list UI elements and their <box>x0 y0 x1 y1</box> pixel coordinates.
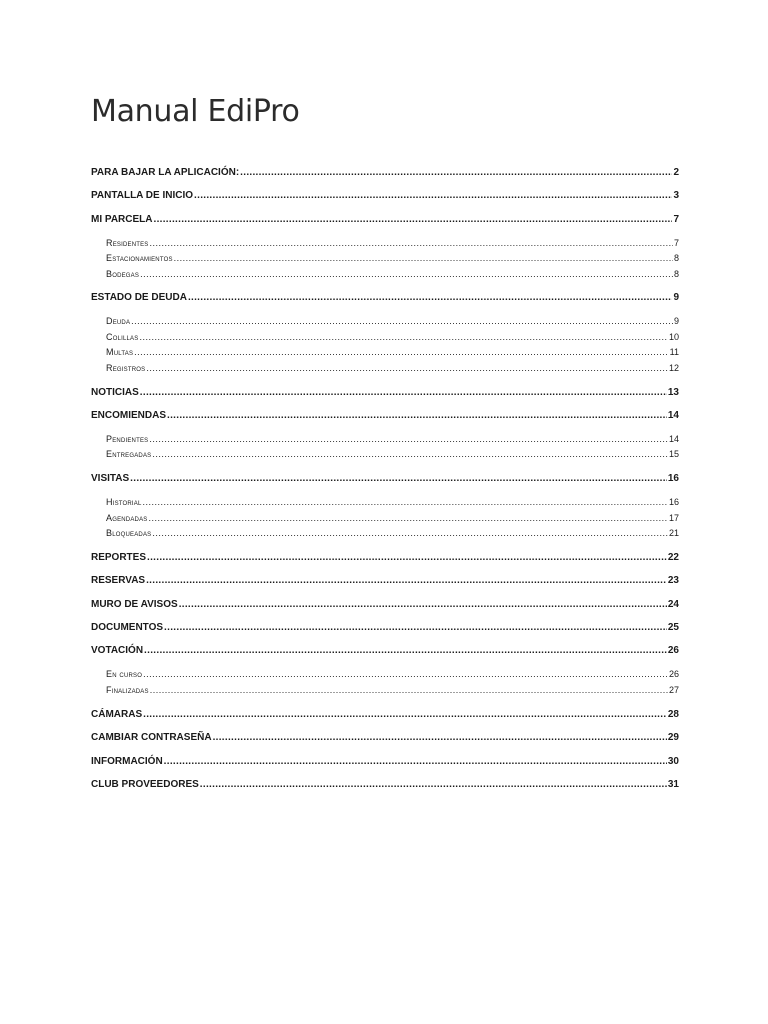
toc-page-number: 14 <box>667 410 679 421</box>
toc-leader-dots <box>200 778 667 792</box>
toc-entry[interactable] <box>91 574 679 588</box>
toc-leader-dots <box>146 574 667 588</box>
toc-page-number: 27 <box>668 685 679 695</box>
toc-entry[interactable] <box>91 386 679 400</box>
toc-entry[interactable] <box>91 291 679 305</box>
toc-subentry[interactable] <box>91 684 679 697</box>
toc-subentry-label: Entregadas <box>106 449 152 459</box>
toc-leader-dots <box>188 291 673 305</box>
toc-subentry-label: Agendadas <box>106 513 148 523</box>
toc-page-number: 7 <box>673 238 679 248</box>
toc-entry[interactable] <box>91 166 679 180</box>
toc-page-number: 21 <box>668 528 679 538</box>
toc-page-number: 8 <box>673 269 679 279</box>
toc-entry[interactable] <box>91 708 679 722</box>
toc-leader-dots <box>174 252 673 265</box>
toc-subentry[interactable] <box>91 315 679 328</box>
toc-subentry[interactable] <box>91 433 679 446</box>
toc-leader-dots <box>143 668 668 681</box>
toc-leader-dots <box>240 166 672 180</box>
toc-leader-dots <box>147 551 667 565</box>
toc-subentry-label: Pendientes <box>106 434 149 444</box>
toc-page-number: 24 <box>667 599 679 610</box>
toc-subentry[interactable] <box>91 527 679 540</box>
toc-subentry-label: Estacionamientos <box>106 253 173 263</box>
toc-entry-label: REPORTES <box>91 552 147 563</box>
toc-subentry-label: Bloqueadas <box>106 528 152 538</box>
toc-page-number: 10 <box>668 332 679 342</box>
toc-entry-label: PARA BAJAR LA APLICACIÓN: <box>91 167 240 178</box>
toc-leader-dots <box>153 213 672 227</box>
toc-subentry-label: En curso <box>106 669 143 679</box>
toc-page-number: 22 <box>667 552 679 563</box>
toc-leader-dots <box>143 708 667 722</box>
toc-page-number: 8 <box>673 253 679 263</box>
toc-leader-dots <box>139 331 668 344</box>
toc-leader-dots <box>164 755 667 769</box>
toc-page-number: 2 <box>673 167 679 178</box>
toc-subentry-label: Residentes <box>106 238 149 248</box>
toc-page-number: 16 <box>668 497 679 507</box>
toc-entry[interactable] <box>91 731 679 745</box>
toc-page-number: 31 <box>667 779 679 790</box>
toc-entry-label: INFORMACIÓN <box>91 756 163 767</box>
toc-leader-dots <box>150 684 668 697</box>
toc-subentry[interactable] <box>91 252 679 265</box>
toc-page-number: 29 <box>667 732 679 743</box>
toc-subentry-label: Deuda <box>106 316 131 326</box>
toc-page-number: 14 <box>668 434 679 444</box>
toc-leader-dots <box>167 409 667 423</box>
toc-leader-dots <box>144 644 667 658</box>
toc-entry-label: CLUB PROVEEDORES <box>91 779 199 790</box>
toc-page-number: 28 <box>667 709 679 720</box>
toc-entry-label: NOTICIAS <box>91 387 139 398</box>
toc-subentry[interactable] <box>91 346 679 359</box>
toc-subentry-label: Multas <box>106 347 134 357</box>
toc-leader-dots <box>130 472 667 486</box>
toc-entry-label: CAMBIAR CONTRASEÑA <box>91 732 212 743</box>
toc-subentry[interactable] <box>91 496 679 509</box>
toc-page-number: 23 <box>667 575 679 586</box>
toc-subentry[interactable] <box>91 237 679 250</box>
toc-leader-dots <box>148 512 668 525</box>
toc-page-number: 9 <box>673 292 679 303</box>
toc-page-number: 30 <box>667 756 679 767</box>
toc-entry[interactable] <box>91 778 679 792</box>
toc-entry[interactable] <box>91 621 679 635</box>
toc-entry[interactable] <box>91 409 679 423</box>
page-title: Manual EdiPro <box>91 94 300 129</box>
toc-leader-dots <box>152 527 668 540</box>
toc-entry[interactable] <box>91 472 679 486</box>
toc-page-number: 26 <box>667 645 679 656</box>
toc-entry-label: DOCUMENTOS <box>91 622 164 633</box>
toc-entry[interactable] <box>91 213 679 227</box>
toc-page-number: 7 <box>673 214 679 225</box>
toc-subentry-label: Historial <box>106 497 142 507</box>
toc-leader-dots <box>164 621 667 635</box>
toc-subentry[interactable] <box>91 448 679 461</box>
toc-leader-dots <box>149 433 668 446</box>
toc-page-number: 12 <box>668 363 679 373</box>
toc-leader-dots <box>150 237 673 250</box>
toc-subentry[interactable] <box>91 331 679 344</box>
toc-subentry[interactable] <box>91 512 679 525</box>
toc-leader-dots <box>194 189 672 203</box>
toc-subentry[interactable] <box>91 668 679 681</box>
toc-entry[interactable] <box>91 755 679 769</box>
toc-page-number: 16 <box>667 473 679 484</box>
toc-subentry-label: Bodegas <box>106 269 140 279</box>
toc-subentry-label: Registros <box>106 363 146 373</box>
toc-page-number: 15 <box>668 449 679 459</box>
toc-entry[interactable] <box>91 644 679 658</box>
toc-page-number: 25 <box>667 622 679 633</box>
toc-entry[interactable] <box>91 189 679 203</box>
toc-leader-dots <box>140 386 667 400</box>
toc-leader-dots <box>143 496 668 509</box>
toc-leader-dots <box>146 362 668 375</box>
toc-subentry-label: Finalizadas <box>106 685 149 695</box>
toc-page-number: 13 <box>667 387 679 398</box>
toc-entry-label: VISITAS <box>91 473 130 484</box>
toc-subentry[interactable] <box>91 268 679 281</box>
toc-entry-label: VOTACIÓN <box>91 645 144 656</box>
toc-entry-label: MI PARCELA <box>91 214 153 225</box>
toc-page-number: 9 <box>673 316 679 326</box>
toc-page-number: 11 <box>669 347 679 357</box>
toc-entry[interactable] <box>91 598 679 612</box>
toc-entry[interactable] <box>91 551 679 565</box>
toc-leader-dots <box>152 448 668 461</box>
toc-subentry-label: Colillas <box>106 332 139 342</box>
toc-page-number: 17 <box>668 513 679 523</box>
toc-entry-label: MURO DE AVISOS <box>91 599 178 610</box>
toc-leader-dots <box>140 268 673 281</box>
toc-entry-label: ESTADO DE DEUDA <box>91 292 187 303</box>
toc-leader-dots <box>179 598 667 612</box>
toc-entry-label: ENCOMIENDAS <box>91 410 167 421</box>
toc-leader-dots <box>134 346 669 359</box>
toc-leader-dots <box>131 315 673 328</box>
toc-subentry[interactable] <box>91 362 679 375</box>
toc-entry-label: RESERVAS <box>91 575 146 586</box>
toc-page-number: 3 <box>673 190 679 201</box>
toc-leader-dots <box>213 731 667 745</box>
toc-entry-label: CÁMARAS <box>91 709 143 720</box>
toc-entry-label: PANTALLA DE INICIO <box>91 190 194 201</box>
toc-page-number: 26 <box>668 669 679 679</box>
